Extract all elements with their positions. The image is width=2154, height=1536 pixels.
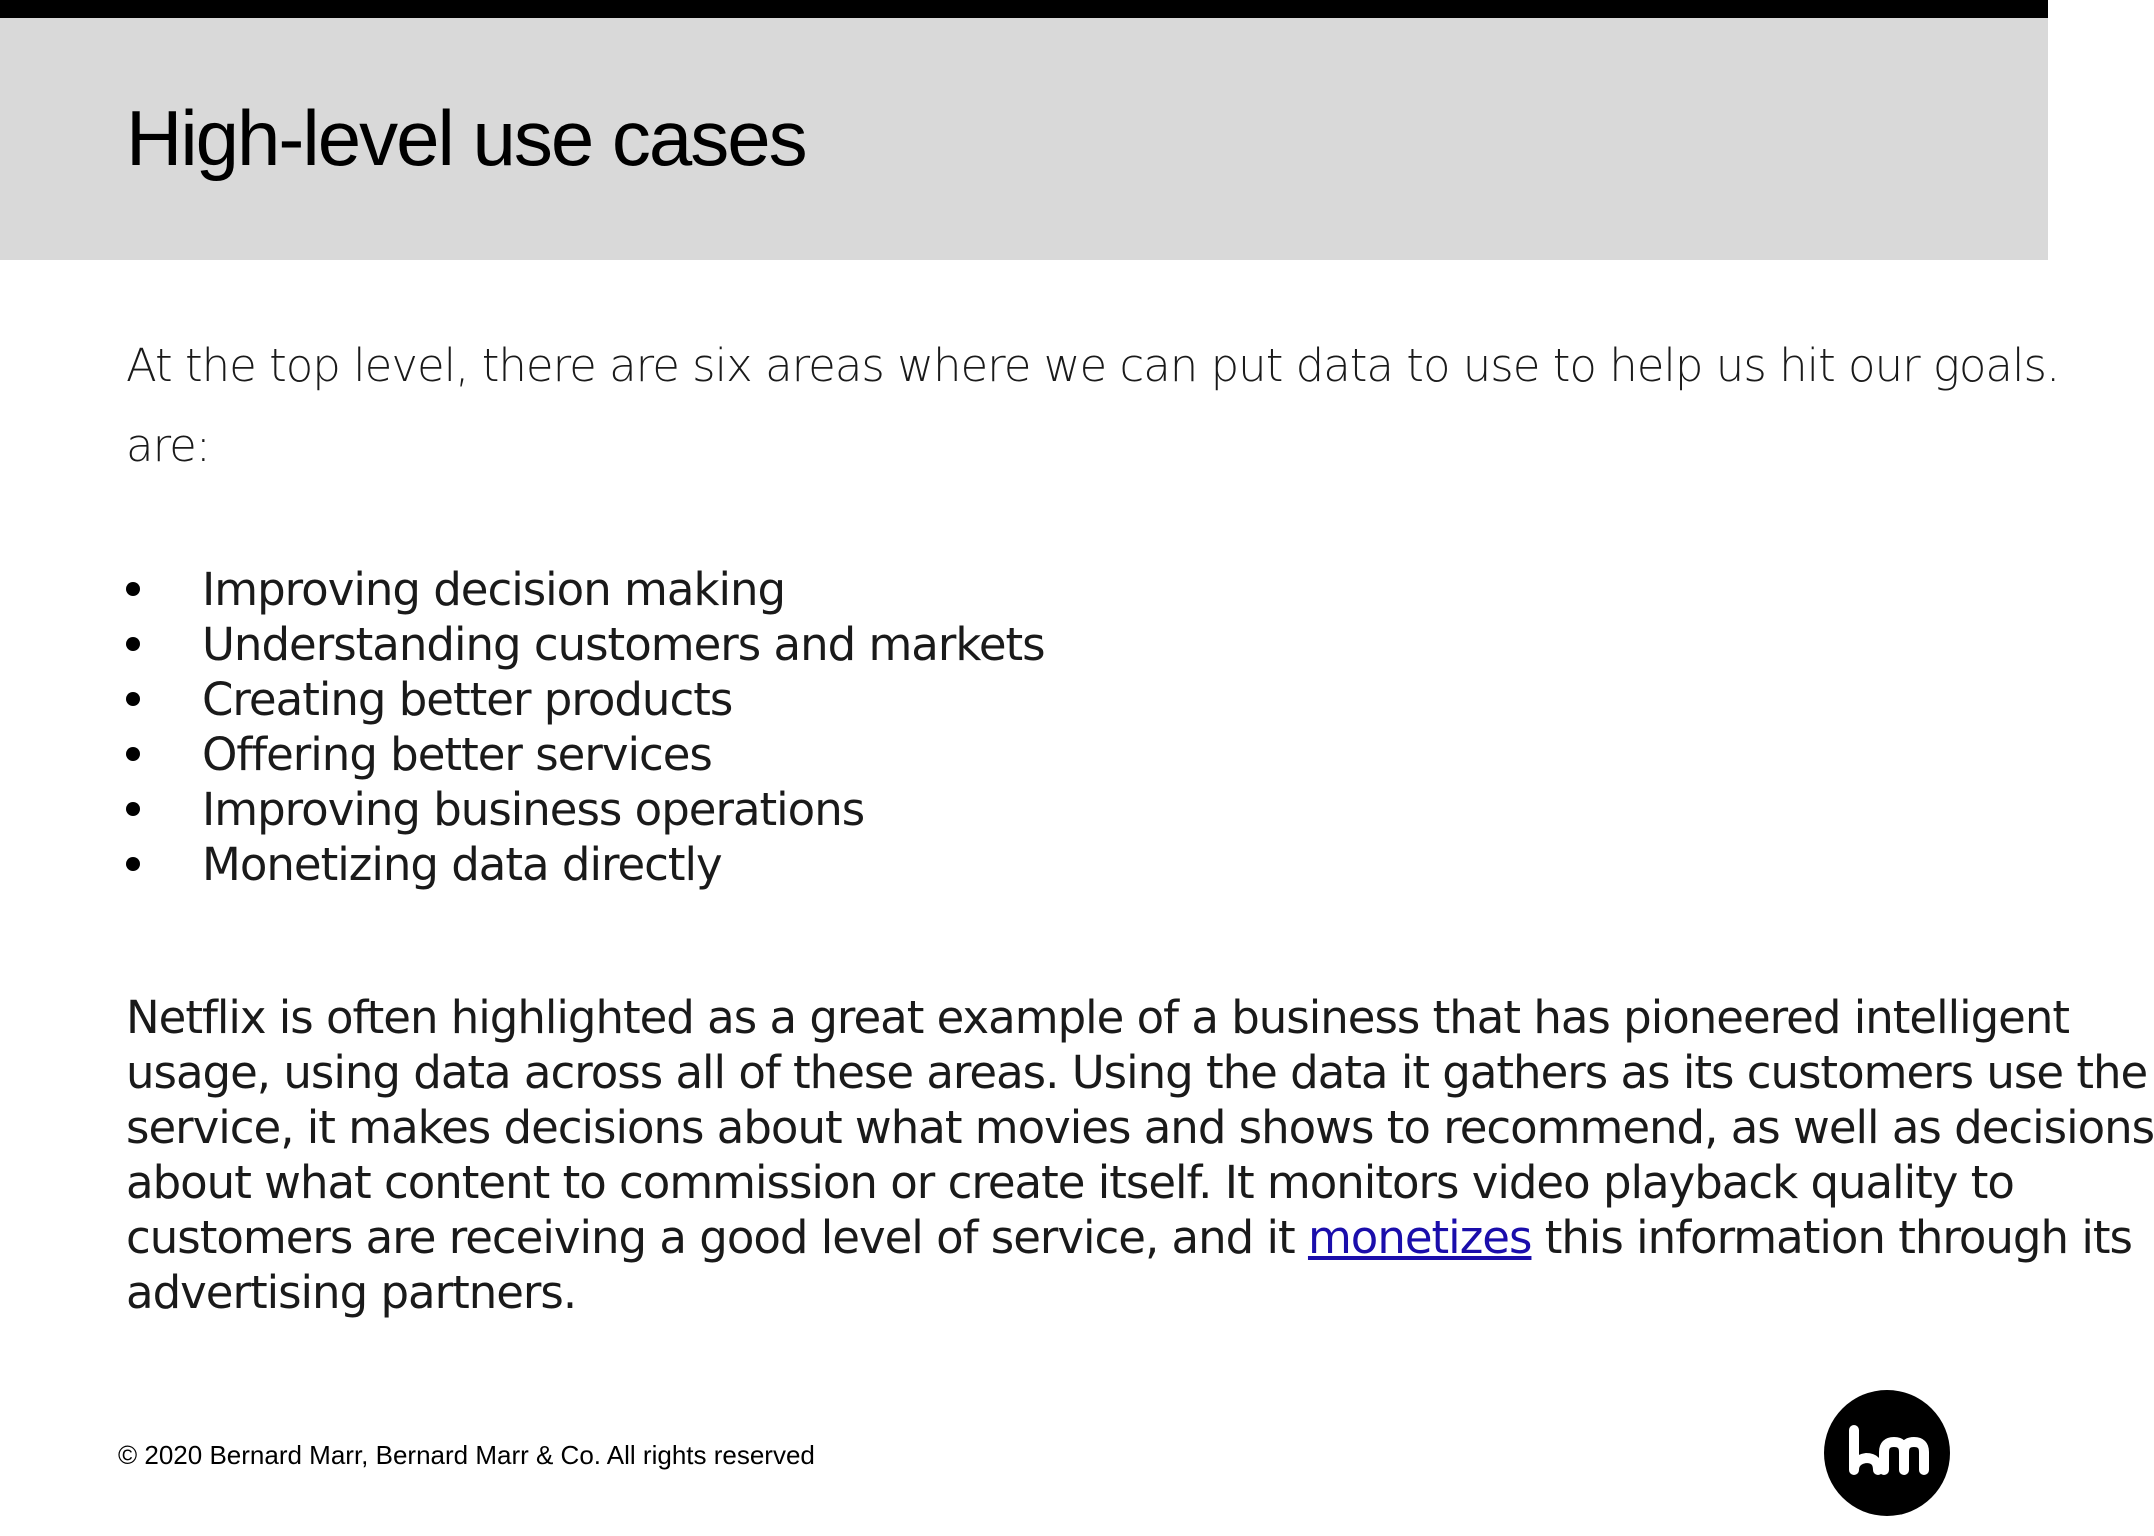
list-item-label: Improving decision making (202, 563, 786, 616)
bullet-dot-icon (126, 692, 140, 706)
copyright-footer: © 2020 Bernard Marr, Bernard Marr & Co. All rights reserved (118, 1440, 815, 1470)
paragraph-line-5 (126, 1210, 2154, 1265)
bullet-dot-icon (126, 802, 140, 816)
list-item-label: Creating better products (202, 673, 733, 726)
intro-line-2: are: (126, 419, 210, 472)
list-item-label: Monetizing data directly (202, 838, 722, 891)
bullet-dot-icon (126, 582, 140, 596)
list-item-label: Improving business operations (202, 783, 865, 836)
list-item-label: Offering better services (202, 728, 712, 781)
page-title: High-level use cases (126, 94, 806, 182)
bullet-dot-icon (126, 747, 140, 761)
intro-line-1: At the top level, there are six areas where we can put data to use to help us hit our goals. (126, 339, 2060, 392)
bullet-dot-icon (126, 637, 140, 651)
bm-logo-glyph (1824, 1390, 1950, 1516)
netflix-paragraph (126, 990, 2154, 1320)
monetizes-link[interactable]: monetizes (1307, 1211, 1532, 1264)
top-bar (0, 0, 2048, 18)
bullet-dot-icon (126, 857, 140, 871)
paragraph-line-3: service, it makes decisions about what movies and shows to recommend, as well as decisions (126, 1101, 2154, 1154)
paragraph-line-4: about what content to commission or create itself. It monitors video playback quality to (126, 1156, 2014, 1209)
list-item-label: Understanding customers and markets (202, 618, 1045, 671)
paragraph-line-5-after: this information through its (1531, 1211, 2132, 1264)
paragraph-line-2: usage, using data across all of these areas. Using the data it gathers as its customers use the (126, 1046, 2148, 1099)
paragraph-line-5-before: customers are receiving a good level of service, and it (126, 1211, 1308, 1264)
paragraph-line-6: advertising partners. (126, 1266, 577, 1319)
intro-text (126, 326, 2060, 486)
bm-logo-icon (1824, 1390, 1950, 1516)
paragraph-line-1: Netflix is often highlighted as a great example of a business that has pioneered intelligent (126, 991, 2069, 1044)
